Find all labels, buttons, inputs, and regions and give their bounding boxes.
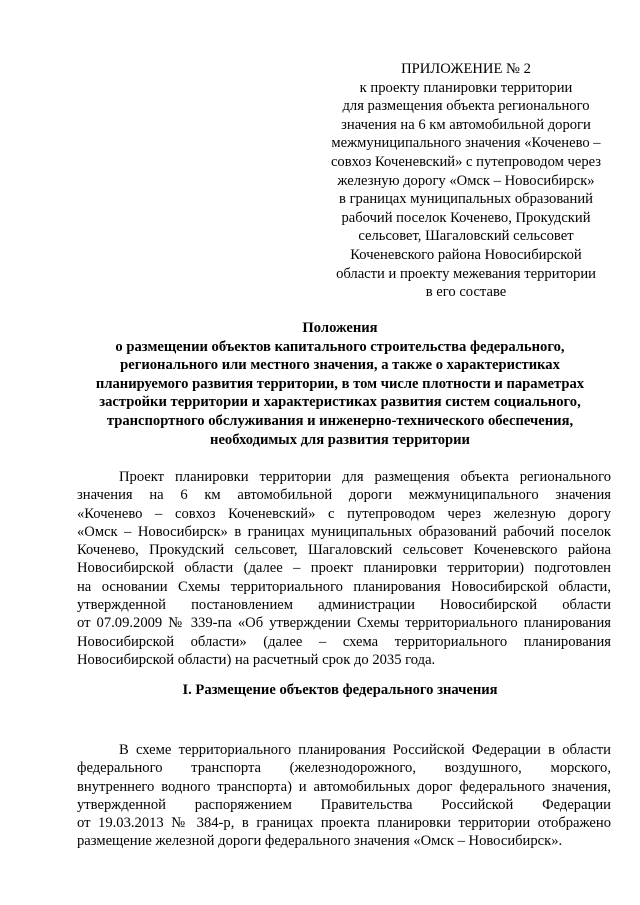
paragraph-line: внутреннего водного транспорта) и автомобильных дорог федерального значения, bbox=[77, 778, 611, 795]
section-heading: I. Размещение объектов федерального значения bbox=[182, 682, 498, 698]
paragraph-line: «Омск – Новосибирск» в границах муниципальных образований рабочий поселок bbox=[77, 523, 611, 540]
appendix-line: ПРИЛОЖЕНИЕ № 2 bbox=[401, 61, 531, 77]
appendix-line: Коченевского района Новосибирской bbox=[350, 246, 582, 263]
paragraph-line: размещение железной дороги федерального значения «Омск – Новосибирск». bbox=[77, 833, 563, 850]
appendix-line: в границах муниципальных образований bbox=[339, 191, 593, 208]
section-paragraph bbox=[77, 741, 611, 851]
appendix-line: значения на 6 км автомобильной дороги bbox=[341, 116, 591, 133]
title-line: транспортного обслуживания и инженерно-технического обеспечения, bbox=[106, 412, 574, 429]
paragraph-line: Новосибирской области» (далее – схема территориального планирования bbox=[77, 633, 611, 650]
title-line: регионального или местного значения, а также о характеристиках bbox=[120, 357, 560, 374]
title-line: планируемого развития территории, в том числе плотности и параметрах bbox=[95, 375, 585, 392]
paragraph-line: федерального транспорта (железнодорожного, воздушного, морского, bbox=[77, 760, 611, 777]
paragraph-line: Новосибирской области (далее – проект планировки территории) подготовлен bbox=[77, 560, 611, 577]
appendix-line: для размещения объекта регионального bbox=[342, 98, 590, 115]
appendix-header bbox=[318, 60, 614, 302]
paragraph-line: В схеме территориального планирования Российской Федерации в области bbox=[119, 742, 611, 758]
appendix-line: области и проекту межевания территории bbox=[336, 265, 596, 282]
appendix-line: железную дорогу «Омск – Новосибирск» bbox=[337, 172, 595, 189]
appendix-line: сельсовет, Шагаловский сельсовет bbox=[358, 228, 574, 245]
paragraph-line: «Коченево – совхоз Коченевский» с путепроводом через железную дорогу bbox=[77, 505, 611, 522]
title-line: о размещении объектов капитального строительства федерального, bbox=[115, 338, 565, 355]
paragraph-line: утвержденной постановлением администрации Новосибирской области bbox=[77, 597, 611, 614]
appendix-line: совхоз Коченевский» с путепроводом через bbox=[330, 153, 602, 170]
appendix-line: к проекту планировки территории bbox=[359, 79, 573, 96]
paragraph-line: Коченево, Прокудский сельсовет, Шагаловский сельсовет Коченевского района bbox=[77, 542, 611, 559]
appendix-line: в его составе bbox=[425, 284, 507, 301]
document-title bbox=[70, 319, 610, 449]
title-line: застройки территории и характеристиках развития систем социального, bbox=[99, 394, 581, 411]
paragraph-line: значения на 6 км автомобильной дороги межмуниципального значения bbox=[77, 487, 611, 504]
paragraph-line: Проект планировки территории для размещения объекта регионального bbox=[119, 469, 611, 485]
paragraph-line: Новосибирской области) на расчетный срок до 2035 года. bbox=[77, 651, 436, 668]
paragraph-line: на основании Схемы территориального планирования Новосибирской области, bbox=[77, 578, 611, 595]
paragraph-line: от 19.03.2013 № 384-р, в границах проекта планировки территории отображено bbox=[77, 815, 611, 832]
appendix-line: рабочий поселок Коченево, Прокудский bbox=[341, 209, 591, 226]
appendix-line: межмуниципального значения «Коченево – bbox=[331, 135, 601, 152]
intro-paragraph bbox=[77, 468, 611, 669]
paragraph-line: утвержденной распоряжением Правительства Российской Федерации bbox=[77, 796, 611, 813]
title-line: необходимых для развития территории bbox=[210, 431, 470, 448]
paragraph-line: от 07.09.2009 № 339-па «Об утверждении Схемы территориального планирования bbox=[77, 615, 611, 632]
title-line: Положения bbox=[302, 320, 378, 336]
